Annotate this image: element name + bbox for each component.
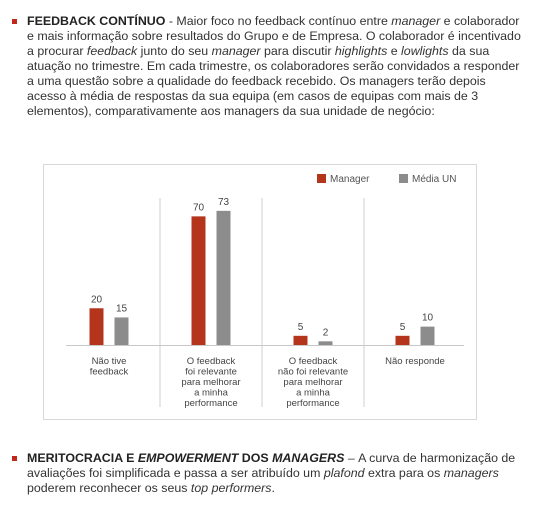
bar-manager — [90, 308, 104, 345]
data-label: 73 — [217, 196, 230, 208]
bar-media-un — [217, 211, 231, 345]
feedback-continuo-paragraph: FEEDBACK CONTÍNUO - Maior foco no feedback contínuo entre manager e colaborador e mais informação sobre resultados do Grupo e de Empresa. O colaborador é incentivado a procurar feedback junto do seu manager para discutir highlights e lowlights da sua atuação no trimestre. Em cada trimestre, os colaboradores serão convidados a responder a uma questão sobre a qualidade do feedback recebido. Os managers terão depois acesso à média de respostas da sua equipa (em casos de equipas com mais de 3 elementos), comparativamente aos managers da sua unidade de negócio: — [27, 14, 521, 118]
legend-swatch-manager — [317, 174, 326, 183]
bullet-marker — [12, 456, 17, 461]
category-label: a minha — [194, 387, 228, 399]
legend-label: Manager — [330, 174, 370, 185]
category-label: performance — [286, 398, 340, 409]
meritocracia-section — [27, 451, 527, 496]
data-label: 5 — [399, 321, 406, 333]
legend-swatch-media-un — [399, 174, 408, 183]
data-label: 5 — [297, 321, 304, 333]
data-label: 20 — [90, 294, 103, 306]
bar-manager — [396, 336, 410, 345]
category-label: O feedback — [186, 356, 236, 367]
category-label: Não responde — [385, 356, 445, 367]
legend-label: Média UN — [412, 174, 457, 185]
section-title: FEEDBACK CONTÍNUO — [27, 14, 166, 28]
category-label: para melhorar — [181, 377, 241, 388]
bar-media-un — [421, 327, 435, 345]
data-label: 15 — [115, 303, 128, 315]
bar-media-un — [319, 341, 333, 345]
data-label: 2 — [322, 327, 329, 339]
category-label: não foi relevante — [277, 366, 349, 378]
category-label: feedback — [89, 366, 129, 378]
category-label: O feedback — [288, 356, 338, 367]
feedback-continuo-section — [27, 14, 527, 119]
data-label: 70 — [192, 202, 205, 214]
bar-media-un — [115, 317, 129, 345]
bullet-marker — [12, 19, 17, 24]
category-label: performance — [184, 398, 238, 409]
category-label: Não tive — [91, 356, 127, 367]
bar-manager — [192, 216, 206, 345]
category-label: a minha — [296, 387, 330, 399]
data-label: 10 — [421, 312, 434, 324]
chart-svg — [44, 165, 476, 419]
section-title: MERITOCRACIA E EMPOWERMENT DOS MANAGERS — [27, 451, 345, 465]
bar-manager — [294, 336, 308, 345]
feedback-bar-chart — [43, 164, 477, 420]
meritocracia-paragraph: MERITOCRACIA E EMPOWERMENT DOS MANAGERS – A curva de harmonização de avaliações foi simplificada e passa a ser atribuído um plafond extra para os managers poderem reconhecer os seus top performers. — [27, 451, 516, 495]
category-label: foi relevante — [185, 366, 237, 378]
category-label: para melhorar — [283, 377, 343, 388]
